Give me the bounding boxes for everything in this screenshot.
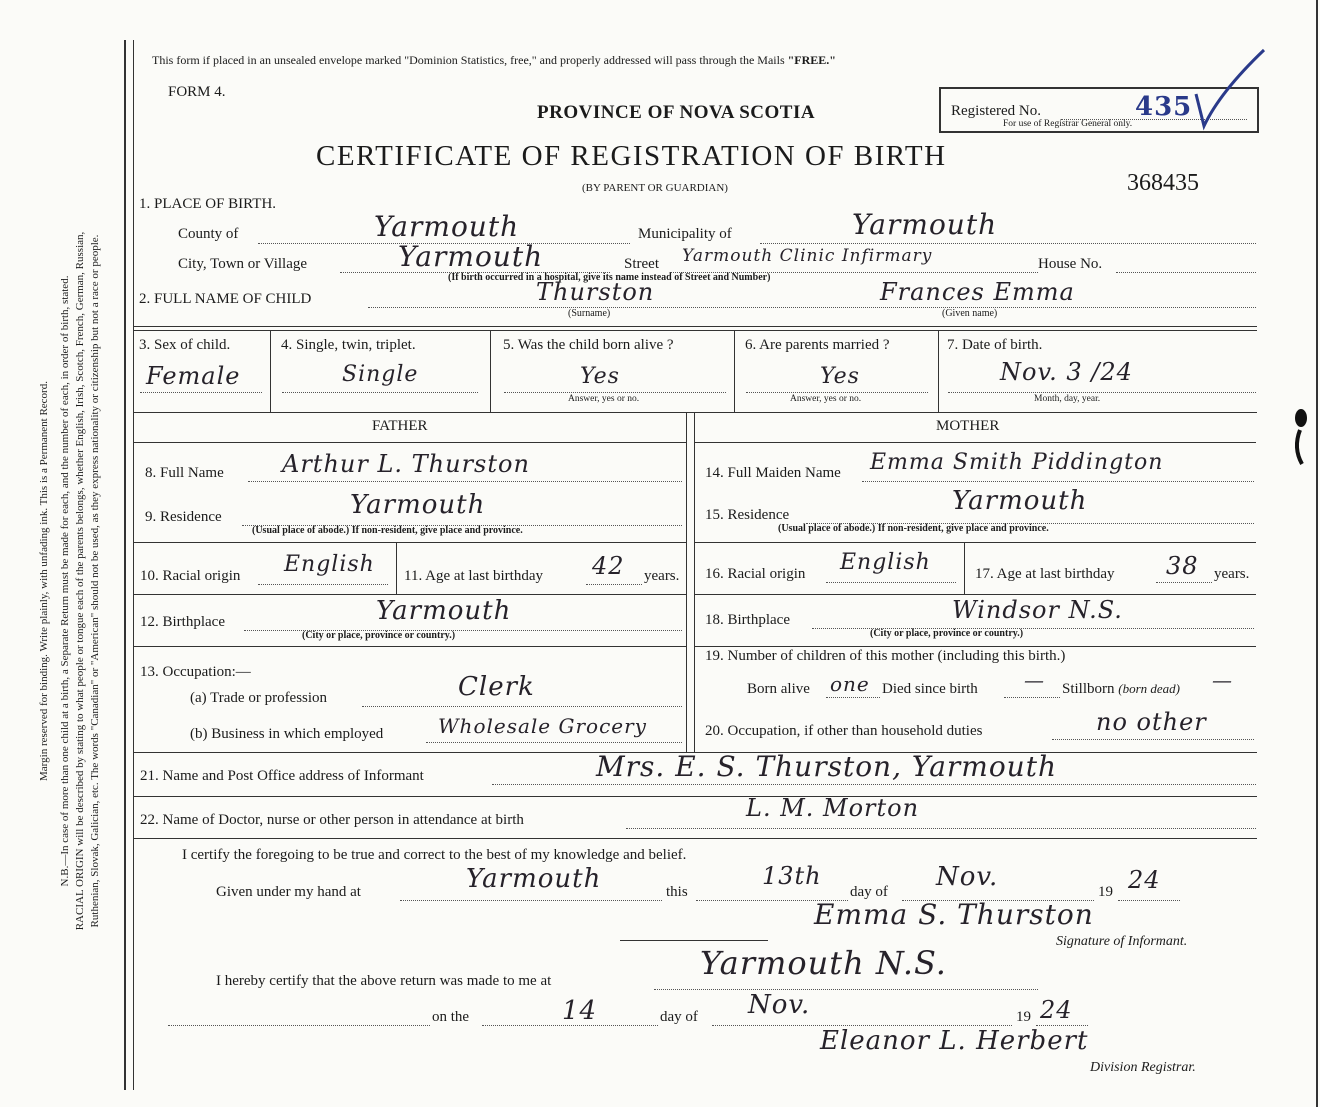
row-divider-1 — [133, 326, 1257, 327]
dob-label: 7. Date of birth. — [947, 337, 1043, 353]
house-number-label: House No. — [1038, 256, 1103, 272]
county-value: Yarmouth — [374, 210, 520, 243]
municipality-value: Yarmouth — [852, 208, 998, 241]
father-name-value: Arthur L. Thurston — [282, 450, 530, 478]
stillborn-note: (born dead) — [1118, 681, 1181, 696]
informant-label: 21. Name and Post Office address of Informant — [140, 768, 424, 784]
form-left-border — [133, 40, 134, 1090]
check-mark-icon — [1190, 44, 1270, 134]
mother-birthplace-value: Windsor N.S. — [952, 596, 1123, 624]
col-divider — [964, 542, 965, 594]
row-divider — [133, 646, 686, 647]
multiple-birth-label: 4. Single, twin, triplet. — [281, 337, 416, 353]
municipality-line — [760, 243, 1256, 244]
month-value: Nov. — [936, 862, 999, 892]
sex-value: Female — [146, 362, 241, 390]
father-age-label: 11. Age at last birthday — [404, 568, 543, 584]
given-place-value: Yarmouth — [466, 864, 602, 894]
dob-caption: Month, day, year. — [1034, 394, 1101, 404]
margin-note-binding: Margin reserved for binding. Write plainly, with unfading ink. This is a Permanent Record. — [38, 381, 50, 781]
mother-racial-value: English — [840, 550, 931, 575]
signature-caption: Signature of Informant. — [1056, 934, 1188, 949]
born-alive-value: Yes — [580, 364, 620, 389]
informant-signature: Emma S. Thurston — [814, 898, 1094, 931]
registrar-caption: Division Registrar. — [1090, 1060, 1196, 1075]
place-of-birth-label: 1. PLACE OF BIRTH. — [139, 196, 277, 212]
father-birthplace-value: Yarmouth — [376, 596, 512, 626]
trade-label: (a) Trade or profession — [190, 690, 328, 706]
margin-rule — [124, 40, 126, 1090]
surname-caption: (Surname) — [568, 308, 611, 319]
born-alive-count-value: one — [830, 672, 870, 696]
multiple-birth-line — [282, 392, 478, 393]
year-line — [1118, 900, 1180, 901]
child-name-line — [368, 307, 1256, 308]
center-divider — [686, 412, 687, 752]
mother-birthplace-caption: (City or place, province or country.) — [870, 628, 1024, 639]
business-line — [426, 742, 682, 743]
certify-statement: I certify the foregoing to be true and correct to the best of my knowledge and belief. — [182, 847, 687, 863]
margin-note-racial-2: Ruthenian, Slovak, Galician, etc. The words "Canadian" or "American" should not be used, as they express nationality or citizenship but not a race or people. — [89, 234, 101, 928]
col-divider — [938, 330, 939, 412]
mail-note-text: This form if placed in an unsealed envelope marked "Dominion Statistics, free," and properly addressed will pass through the Mails — [152, 53, 788, 67]
mother-age-line — [1156, 582, 1212, 583]
form-right-border — [1316, 0, 1318, 1107]
registered-label: Registered No. — [951, 103, 1041, 119]
father-name-line — [248, 481, 682, 482]
row-divider-2 — [133, 412, 1257, 413]
margin-note-racial-1: RACIAL ORIGIN will be described by stating to what people or tongue each of the parents belongs, whether English, Irish, Scotch, French, German, Russian, — [74, 231, 86, 931]
row-divider-5 — [133, 838, 1257, 839]
reg-year-value: 24 — [1040, 996, 1073, 1024]
died-since-birth-line — [1004, 697, 1060, 698]
given-name-caption: (Given name) — [942, 308, 998, 319]
father-age-unit: years. — [644, 568, 680, 584]
mother-heading: MOTHER — [936, 418, 1000, 434]
dob-value: Nov. 3 /24 — [1000, 358, 1133, 386]
reg-day-of-label: day of — [660, 1009, 698, 1025]
house-number-line — [1116, 272, 1256, 273]
street-value: Yarmouth Clinic Infirmary — [682, 246, 933, 266]
separator-rule — [620, 940, 768, 941]
business-label: (b) Business in which employed — [190, 726, 384, 742]
row-divider — [694, 542, 1256, 543]
row-divider-4 — [133, 796, 1257, 797]
sex-label: 3. Sex of child. — [139, 337, 231, 353]
on-the-label: on the — [432, 1009, 470, 1025]
row-divider — [133, 594, 686, 595]
mother-racial-label: 16. Racial origin — [705, 566, 806, 582]
stillborn-label — [1062, 681, 1180, 698]
doctor-label: 22. Name of Doctor, nurse or other person in attendance at birth — [140, 812, 524, 828]
died-since-birth-label: Died since birth — [882, 681, 978, 697]
city-label: City, Town or Village — [178, 256, 308, 272]
col-divider — [734, 330, 735, 412]
mother-age-label: 17. Age at last birthday — [975, 566, 1115, 582]
multiple-birth-value: Single — [342, 362, 419, 387]
trade-value: Clerk — [458, 672, 535, 702]
mother-age-value: 38 — [1166, 552, 1199, 580]
this-label: this — [666, 884, 688, 900]
father-age-line — [586, 584, 642, 585]
serial-number: 368435 — [1127, 170, 1199, 196]
reg-month-value: Nov. — [748, 990, 811, 1020]
mother-residence-label: 15. Residence — [705, 507, 790, 523]
col-divider — [270, 330, 271, 412]
mother-name-label: 14. Full Maiden Name — [705, 465, 841, 481]
row-divider — [694, 442, 1256, 443]
given-place-line — [400, 900, 662, 901]
year-prefix: 19 — [1098, 884, 1113, 900]
dob-line — [948, 392, 1256, 393]
stillborn-value: — — [1212, 668, 1233, 692]
parents-married-value: Yes — [820, 364, 860, 389]
born-alive-count-label: Born alive — [747, 681, 810, 697]
father-age-value: 42 — [592, 552, 625, 580]
row-divider — [133, 542, 686, 543]
day-of-label: day of — [850, 884, 888, 900]
registrar-place-line — [654, 989, 1038, 990]
year-value: 24 — [1128, 866, 1161, 894]
father-racial-line — [258, 584, 388, 585]
father-residence-caption: (Usual place of abode.) If non-resident, give place and province. — [252, 525, 523, 536]
col-divider — [396, 542, 397, 594]
child-name-label: 2. FULL NAME OF CHILD — [139, 291, 312, 307]
sex-line — [140, 392, 262, 393]
page-subtitle: (BY PARENT OR GUARDIAN) — [582, 182, 728, 194]
page-title: CERTIFICATE OF REGISTRATION OF BIRTH — [316, 140, 947, 172]
parents-married-line — [746, 392, 928, 393]
father-name-label: 8. Full Name — [145, 465, 224, 481]
mail-note — [152, 53, 836, 68]
day-value: 13th — [762, 862, 822, 890]
born-alive-label: 5. Was the child born alive ? — [503, 337, 674, 353]
mother-name-value: Emma Smith Piddington — [870, 450, 1164, 475]
registrar-note: For use of Registrar General only. — [1003, 119, 1133, 129]
reg-year-prefix: 19 — [1016, 1009, 1031, 1025]
province-heading: PROVINCE OF NOVA SCOTIA — [537, 102, 816, 123]
margin-note-nb: N.B.—In case of more than one child at a birth, a Separate Return must be made for each, and the number of each, in order of birth, stated. — [59, 275, 71, 887]
occupation-label: 13. Occupation:— — [140, 664, 251, 680]
born-alive-count-line — [826, 697, 880, 698]
col-divider — [490, 330, 491, 412]
business-value: Wholesale Grocery — [438, 714, 647, 738]
trade-line — [362, 706, 682, 707]
father-birthplace-caption: (City or place, province or country.) — [302, 630, 456, 641]
died-since-birth-value: — — [1024, 668, 1045, 692]
county-label: County of — [178, 226, 239, 242]
on-the-lead-line — [168, 1025, 430, 1026]
mother-age-unit: years. — [1214, 566, 1250, 582]
child-given-value: Frances Emma — [880, 278, 1075, 306]
father-residence-value: Yarmouth — [350, 490, 486, 520]
mother-occupation-line — [1052, 739, 1254, 740]
mother-occupation-label: 20. Occupation, if other than household duties — [705, 723, 983, 739]
municipality-label: Municipality of — [638, 226, 732, 242]
doctor-line — [626, 828, 1256, 829]
father-heading: FATHER — [372, 418, 428, 434]
born-alive-caption: Answer, yes or no. — [568, 394, 640, 404]
children-count-label: 19. Number of children of this mother (including this birth.) — [705, 648, 1066, 664]
mother-name-line — [862, 481, 1254, 482]
mother-birthplace-label: 18. Birthplace — [705, 612, 790, 628]
registrar-statement: I hereby certify that the above return was made to me at — [216, 973, 552, 989]
reg-day-value: 14 — [562, 996, 598, 1026]
binding-hole-icon — [1290, 404, 1312, 470]
born-alive-line — [504, 392, 726, 393]
mother-occupation-value: no other — [1096, 708, 1207, 736]
row-divider-1b — [133, 330, 1257, 331]
registrar-signature: Eleanor L. Herbert — [820, 1026, 1089, 1056]
registered-value: 435 — [1135, 92, 1193, 122]
doctor-value: L. M. Morton — [746, 794, 920, 822]
child-surname-value: Thurston — [536, 278, 655, 306]
row-divider — [694, 594, 1256, 595]
stillborn-text: Stillborn — [1062, 681, 1115, 697]
father-residence-label: 9. Residence — [145, 509, 222, 525]
father-racial-value: English — [284, 552, 375, 577]
mother-residence-value: Yarmouth — [952, 486, 1088, 516]
row-divider — [694, 646, 1256, 647]
street-label: Street — [624, 256, 659, 272]
center-divider-b — [694, 412, 695, 752]
margin-notes — [37, 63, 103, 1099]
father-racial-label: 10. Racial origin — [140, 568, 241, 584]
parents-married-label: 6. Are parents married ? — [745, 337, 890, 353]
father-birthplace-label: 12. Birthplace — [140, 614, 225, 630]
mother-racial-line — [826, 582, 956, 583]
mother-residence-caption: (Usual place of abode.) If non-resident, give place and province. — [778, 523, 1049, 534]
row-divider — [133, 442, 686, 443]
city-value: Yarmouth — [398, 240, 544, 273]
given-under-hand-label: Given under my hand at — [216, 884, 361, 900]
mail-note-free: "FREE." — [787, 53, 836, 67]
form-number: FORM 4. — [168, 84, 226, 100]
informant-value: Mrs. E. S. Thurston, Yarmouth — [596, 750, 1058, 783]
parents-married-caption: Answer, yes or no. — [790, 394, 862, 404]
registrar-place-value: Yarmouth N.S. — [700, 944, 947, 982]
hospital-note: (If birth occurred in a hospital, give its name instead of Street and Number) — [448, 272, 771, 283]
informant-line — [492, 784, 1256, 785]
